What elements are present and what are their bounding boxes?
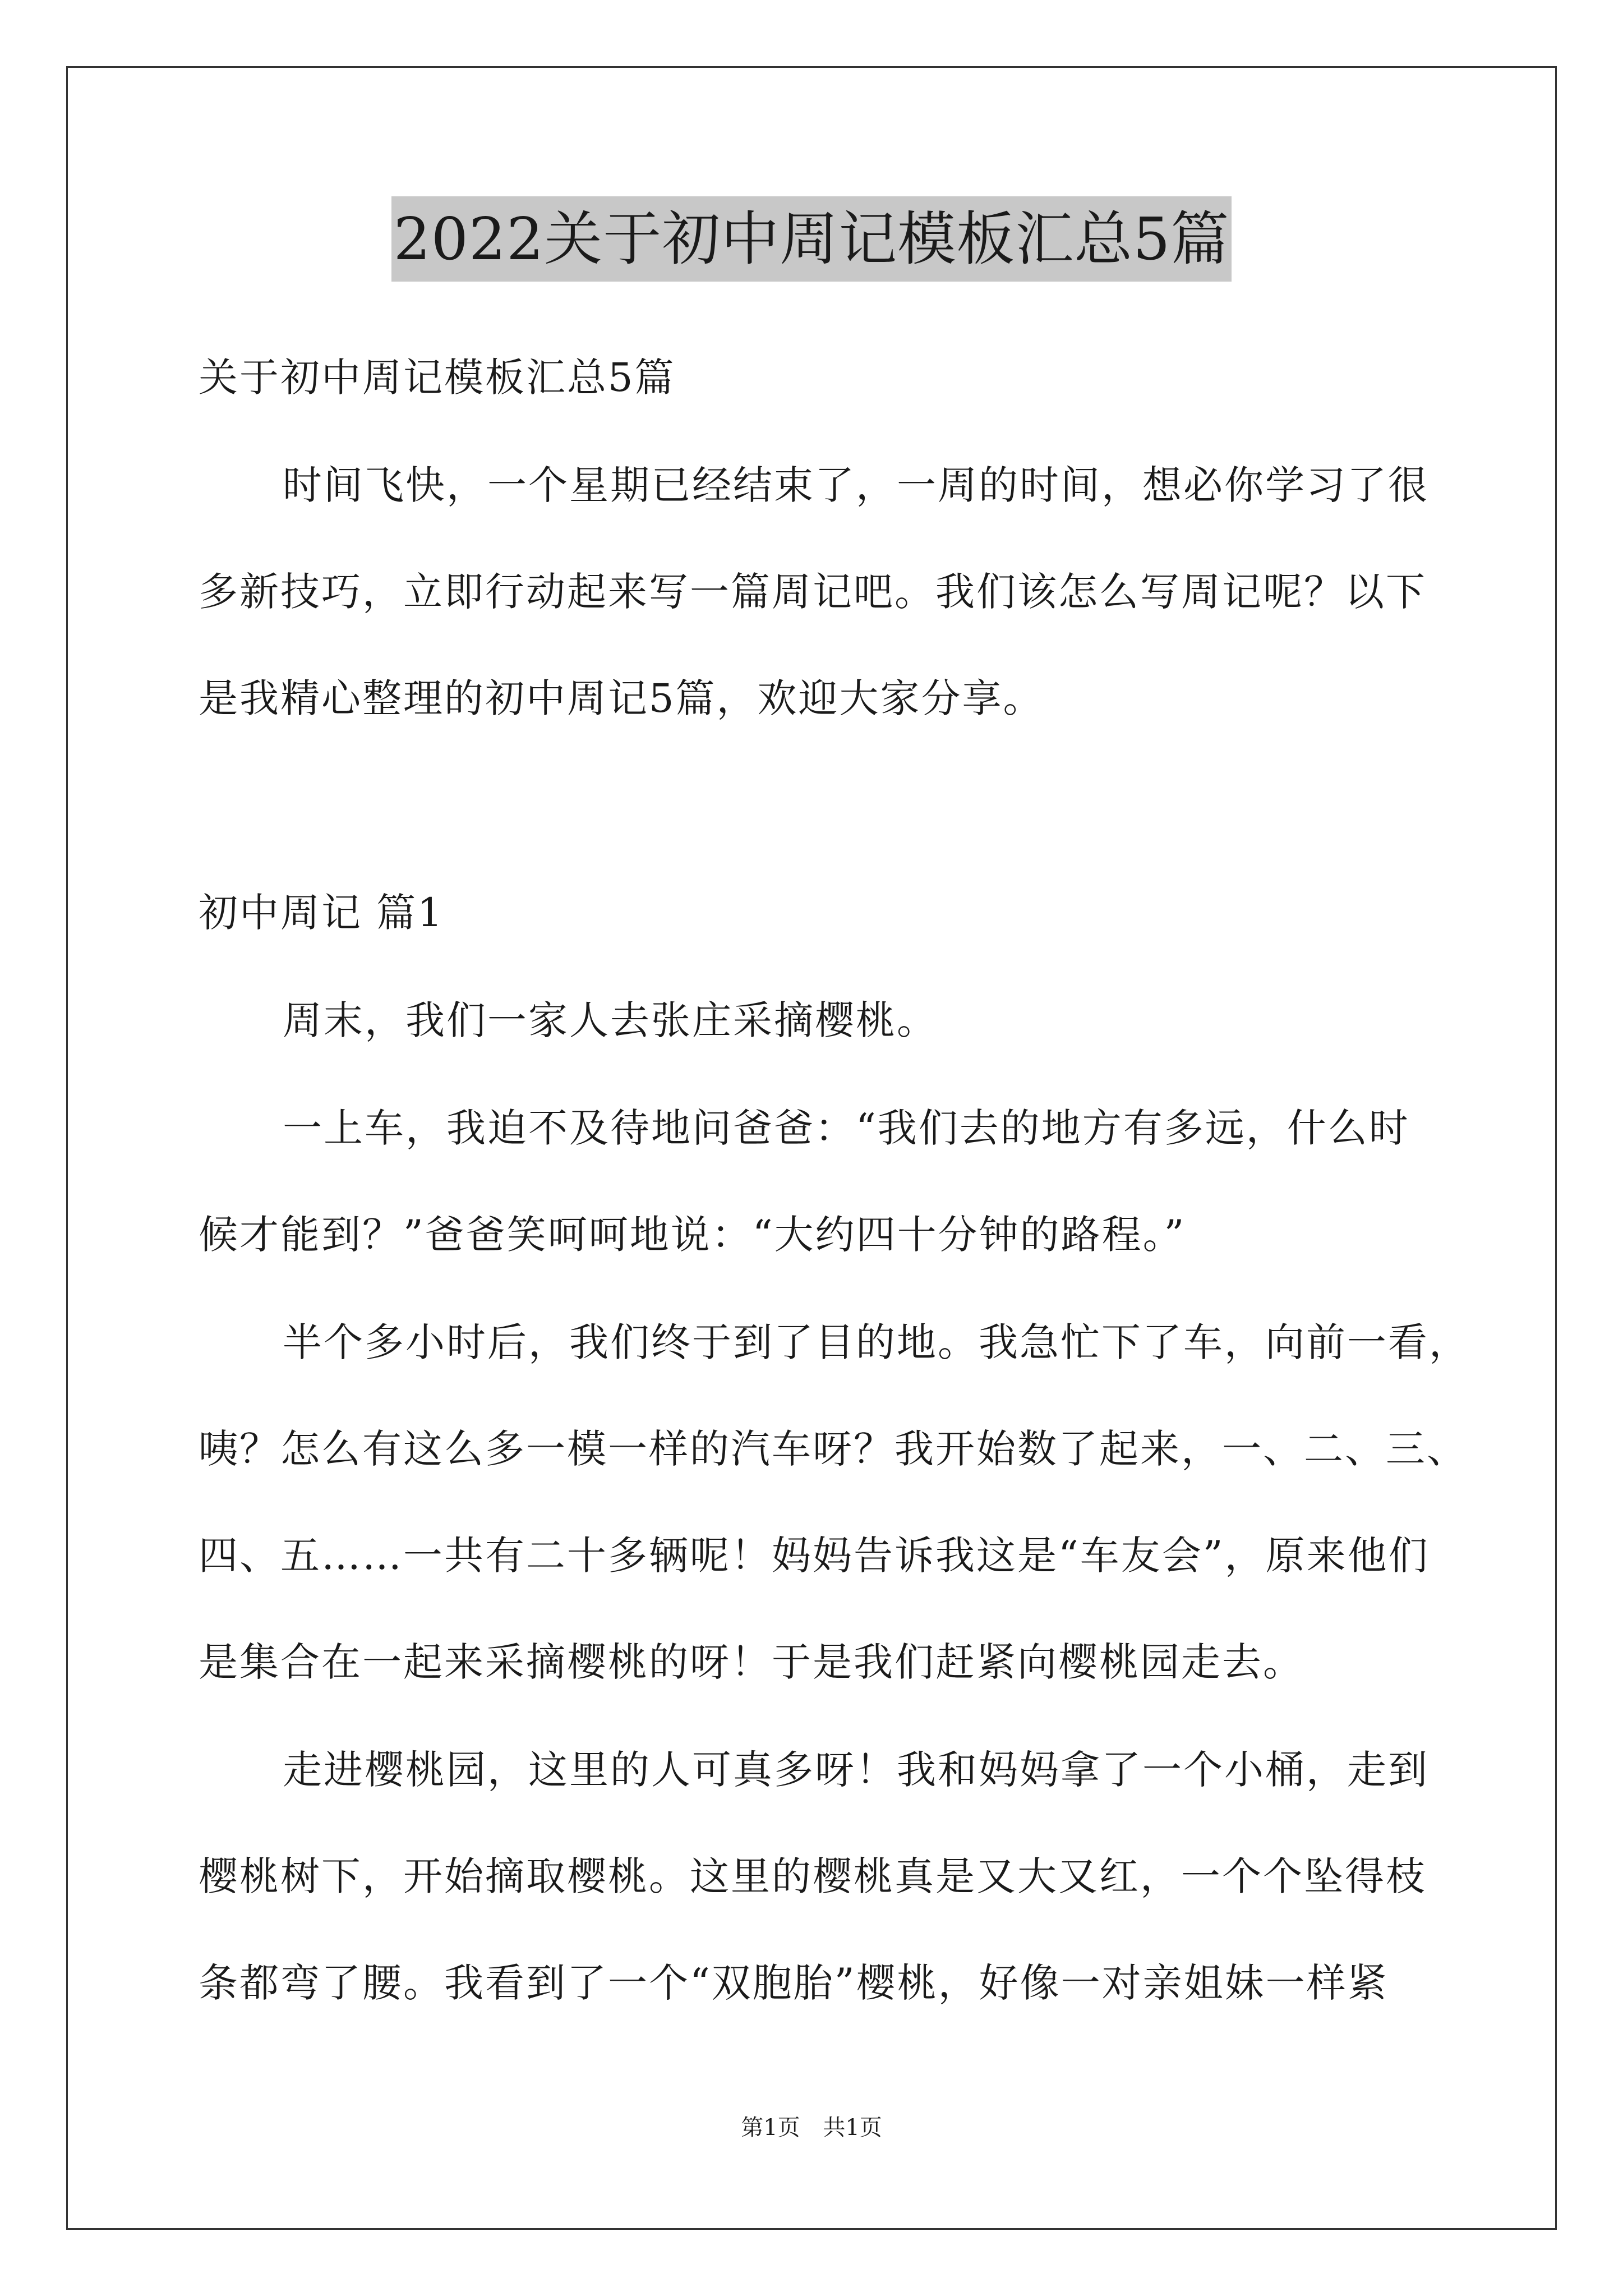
- paragraph-line: 候才能到？”爸爸笑呵呵地说：“大约四十分钟的路程。”: [199, 1212, 1186, 1258]
- paragraph-line: 走进樱桃园，这里的人可真多呀！我和妈妈拿了一个小桶，走到: [283, 1747, 1429, 1793]
- paragraph-line: 多新技巧，立即行动起来写一篇周记吧。我们该怎么写周记呢？以下: [199, 569, 1427, 615]
- paragraph-line: 一上车，我迫不及待地问爸爸：“我们去的地方有多远，什么时: [283, 1105, 1410, 1151]
- paragraph-line: 周末，我们一家人去张庄采摘樱桃。: [283, 997, 938, 1043]
- paragraph-line: 四、五……一共有二十多辆呢！妈妈告诉我这是“车友会”，原来他们: [199, 1533, 1430, 1579]
- section-heading: 初中周记 篇1: [199, 890, 444, 936]
- paragraph-line: 是我精心整理的初中周记5篇，欢迎大家分享。: [199, 675, 1044, 721]
- page-number: 第1页: [741, 2115, 800, 2141]
- paragraph-line: 是集合在一起来采摘樱桃的呀！于是我们赶紧向樱桃园走去。: [199, 1639, 1304, 1685]
- document-subtitle: 关于初中周记模板汇总5篇: [199, 355, 676, 401]
- paragraph-line: 咦？怎么有这么多一模一样的汽车呀？我开始数了起来，一、二、三、: [199, 1426, 1468, 1472]
- paragraph-line: 半个多小时后，我们终于到了目的地。我急忙下了车，向前一看，: [283, 1319, 1470, 1365]
- paragraph-line: 时间飞快，一个星期已经结束了，一周的时间，想必你学习了很: [283, 462, 1429, 508]
- paragraph-line: 樱桃树下，开始摘取樱桃。这里的樱桃真是又大又红，一个个坠得枝: [199, 1853, 1427, 1899]
- paragraph-line: 条都弯了腰。我看到了一个“双胞胎”樱桃，好像一对亲姐妹一样紧: [199, 1960, 1389, 2006]
- title-container: [0, 196, 1623, 282]
- page-total: 共1页: [823, 2115, 882, 2141]
- document-title: 2022关于初中周记模板汇总5篇: [391, 196, 1232, 282]
- page-footer: [0, 2114, 1623, 2142]
